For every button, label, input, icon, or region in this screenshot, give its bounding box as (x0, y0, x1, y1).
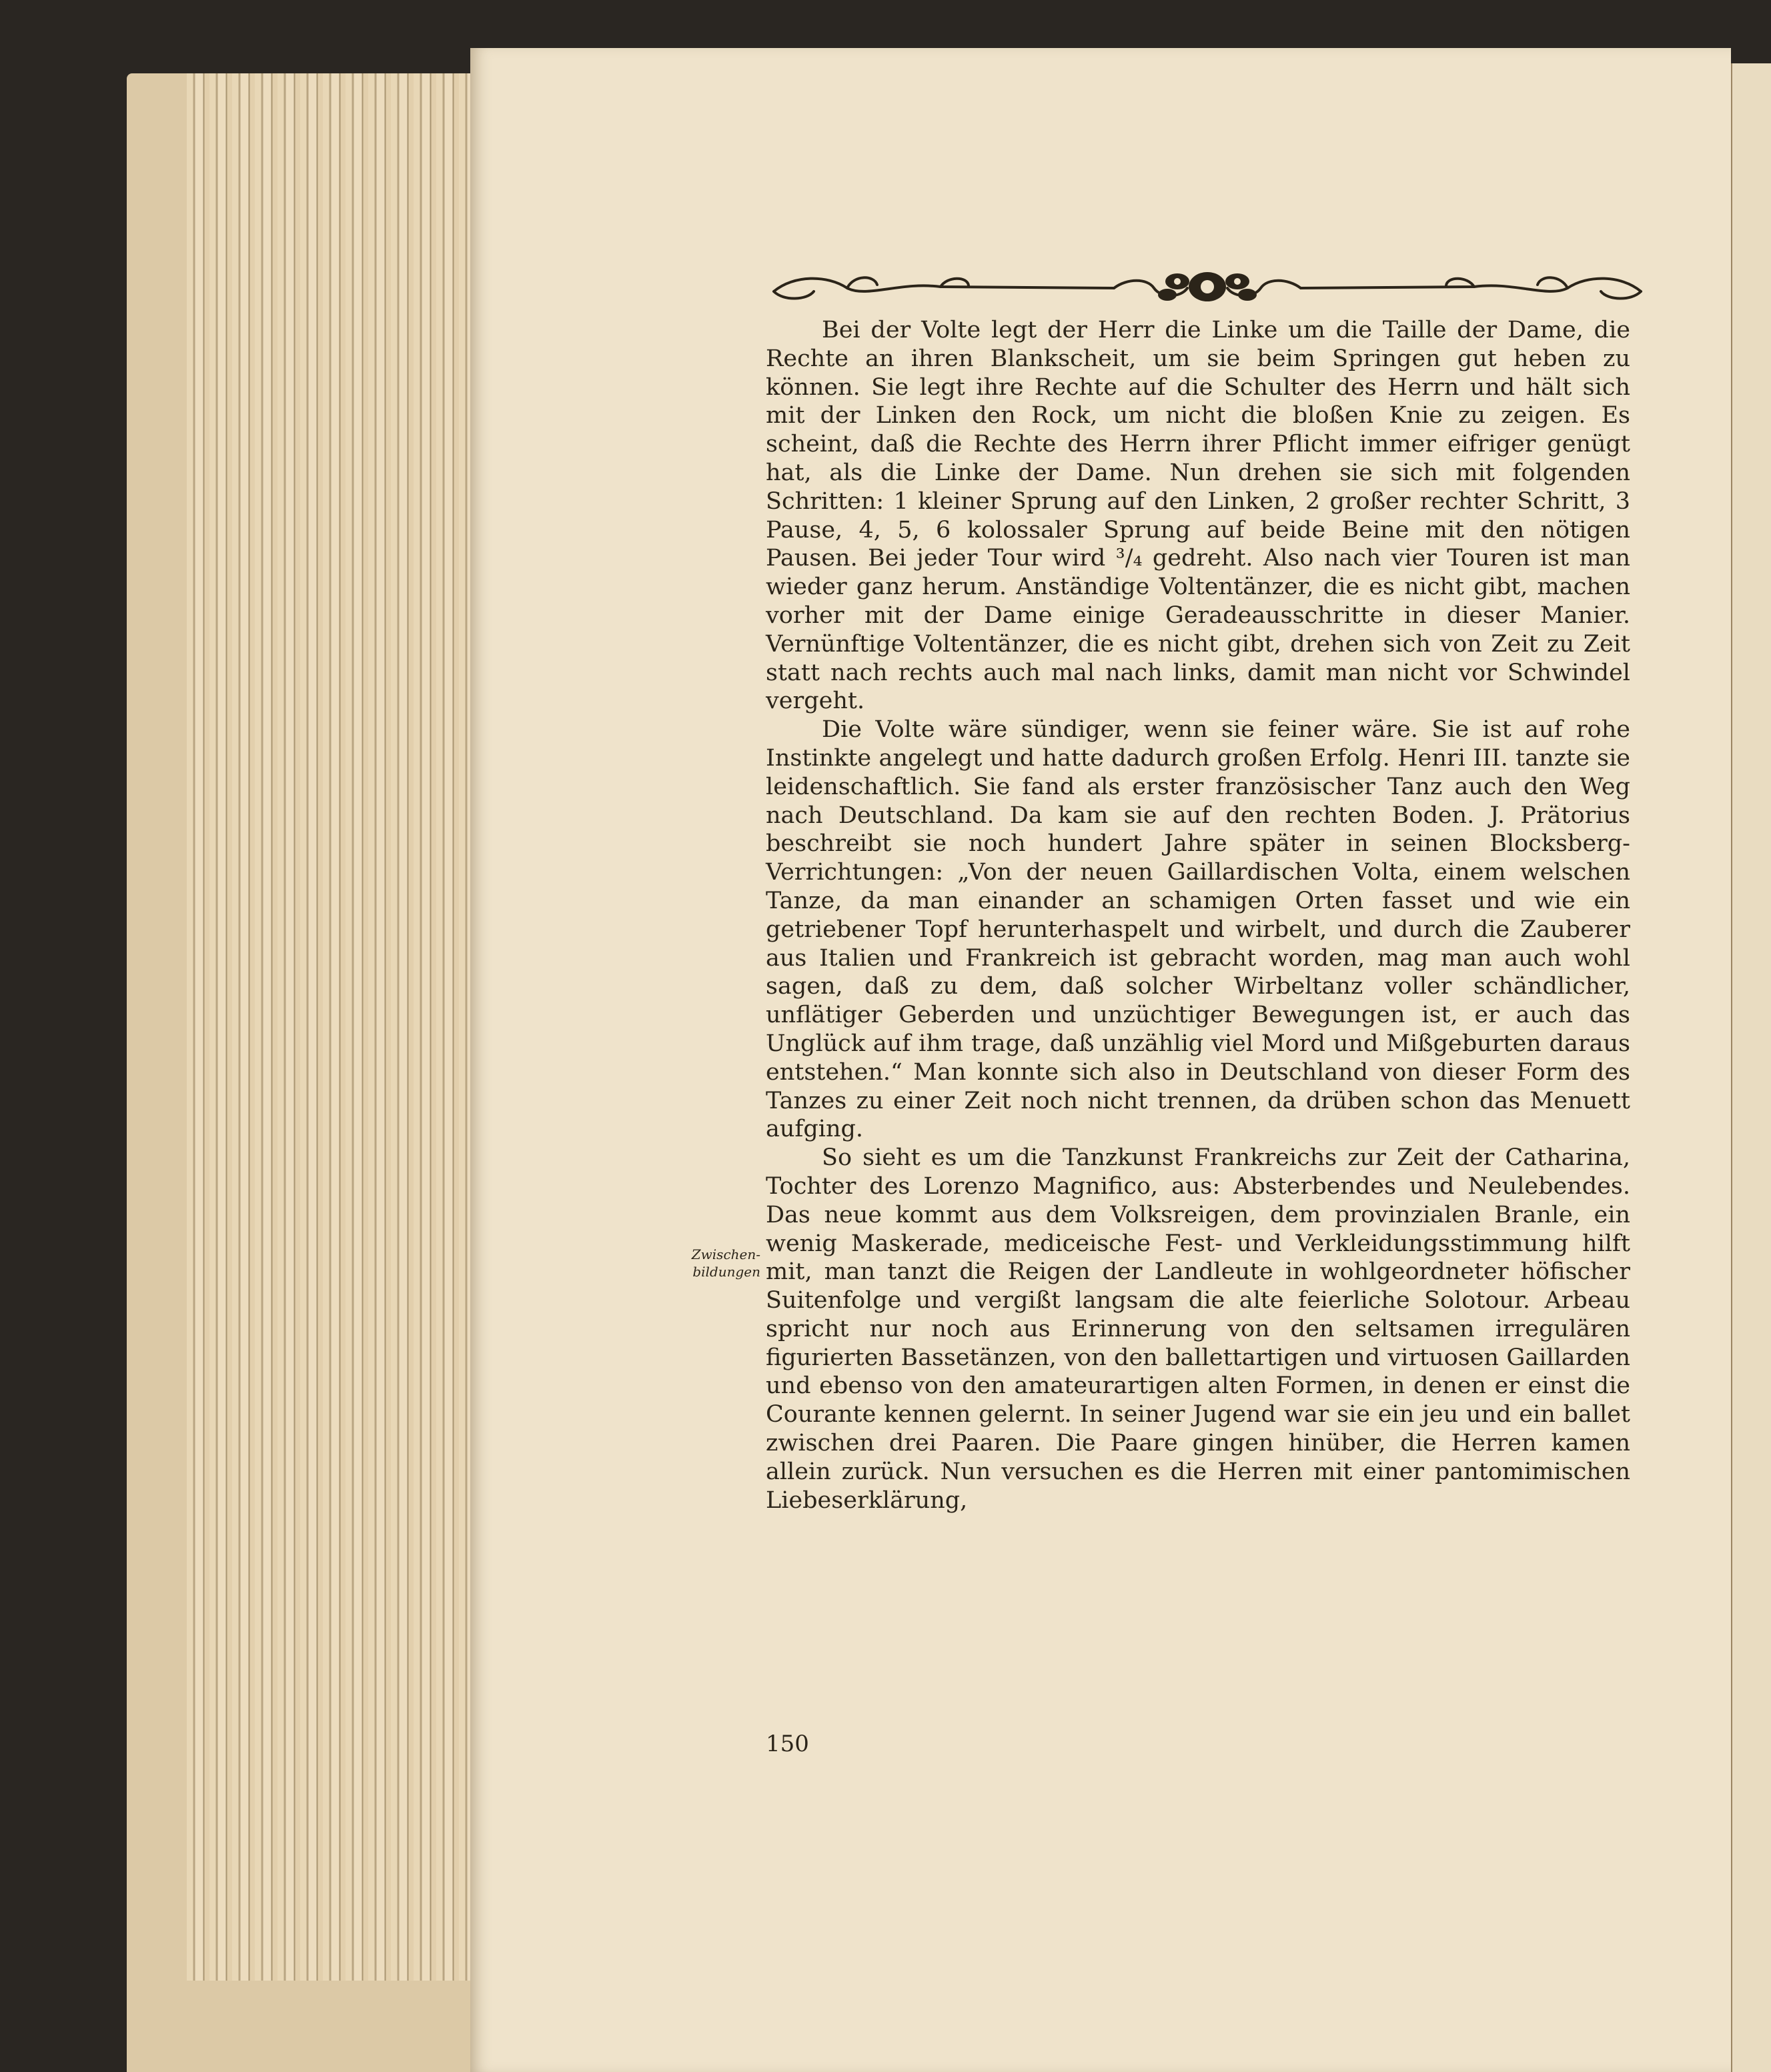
paragraph-zwischenbildungen: So sieht es um die Tanzkunst Frankreichs zur Zeit der Catharina, Tochter des Lorenzo Magnifico, aus: Absterbendes und Neulebendes. Das neue kommt aus dem Volksreigen, dem provinzialen Branle, ein wenig Maskerade, mediceische Fest- und Verkleidungsstimmung hilft mit, man tanzt die Reigen der Landleute in wohlgeordneter höfischer Suitenfolge und vergißt langsam die alte feierliche Solotour. Arbeau spricht nur noch aus Erinnerung von den seltsamen irregulären figurierten Bassetänzen, von den ballettartigen und virtuosen Gaillarden und ebenso von den amateurartigen alten Formen, in denen er einst die Courante kennen gelernt. In seiner Jugend war sie ein jeu und ein ballet zwischen drei Paaren. Die Paare gingen hinüber, die Herren kamen allein zurück. Nun versuchen es die Herren mit einer pantomimischen Liebeserklärung, (766, 1144, 1630, 1514)
floral-scroll-ornament-icon (767, 261, 1648, 315)
paragraph-volte-description: Bei der Volte legt der Herr die Linke um die Taille der Dame, die Rechte an ihren Blankscheit, um sie beim Springen gut heben zu können. Sie legt ihre Rechte auf die Schulter des Herrn und hält sich mit der Linken den Rock, um nicht die bloßen Knie zu zeigen. Es scheint, daß die Rechte des Herrn ihrer Pflicht immer eifriger genügt hat, als die Linke der Dame. Nun drehen sie sich mit folgenden Schritten: 1 kleiner Sprung auf den Linken, 2 großer rechter Schritt, 3 Pause, 4, 5, 6 kolossaler Sprung auf beide Beine mit den nötigen Pausen. Bei jeder Tour wird ³/₄ gedreht. Also nach vier Touren ist man wieder ganz herum. Anständige Voltentänzer, die es nicht gibt, machen vorher mit der Dame einige Geradeausschritte in dieser Manier. Vernünftige Voltentänzer, die es nicht gibt, drehen sich von Zeit zu Zeit statt nach rechts auch mal nach links, damit man nicht vor Schwindel vergeht. (766, 317, 1630, 715)
paragraph-volte-history: Die Volte wäre sündiger, wenn sie feiner wäre. Sie ist auf rohe Instinkte angelegt und hatte dadurch großen Erfolg. Henri III. tanzte sie leidenschaftlich. Sie fand als erster französischer Tanz auch den Weg nach Deutschland. Da kam sie auf den rechten Boden. J. Prätorius beschreibt sie noch hundert Jahre später in seinen Blocksberg-Verrichtungen: „Von der neuen Gaillardischen Volta, einem welschen Tanze, da man einander an schamigen Orten fasset und wie ein getriebener Topf herunterhaspelt und wirbelt, und durch die Zauberer aus Italien und Frankreich ist gebracht worden, mag man auch wohl sagen, daß zu dem, daß solcher Wirbeltanz voller schändlicher, unflätiger Geberden und unzüchtiger Bewegungen ist, er auch das Unglück auf ihm trage, daß unzählig viel Mord und Mißgeburten daraus entstehen.“ Man konnte sich also in Deutschland von dieser Form des Tanzes zu einer Zeit noch nicht trennen, da drüben schon das Menuett aufging. (766, 716, 1630, 1143)
page-edges-stack (187, 73, 482, 1981)
page-number: 150 (766, 1731, 809, 1757)
marginal-note: Zwischen-bildungen (691, 1246, 760, 1280)
body-text (766, 316, 1630, 1514)
next-page-edge (1731, 63, 1771, 2072)
